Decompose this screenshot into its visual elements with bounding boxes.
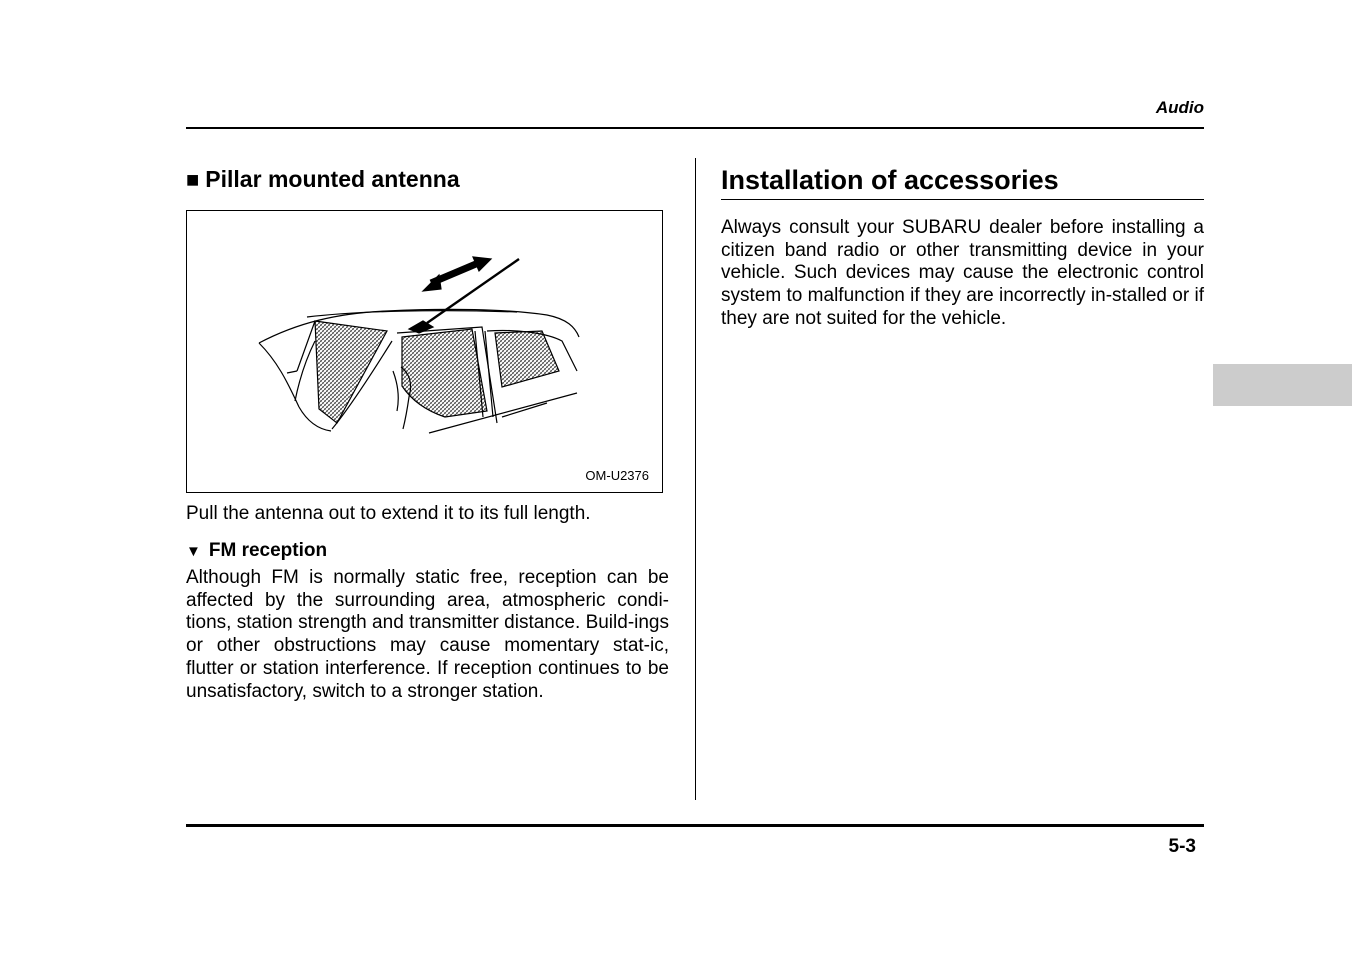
footer-rule [186, 824, 1204, 827]
figure-code: OM-U2376 [585, 468, 649, 483]
heading-square-icon: ■ [186, 166, 200, 192]
triangle-down-icon: ▼ [186, 542, 201, 560]
column-divider [695, 158, 696, 800]
installation-paragraph: Always consult your SUBARU dealer before installing a citizen band radio or other transmitting device in your vehicle. Such devices may cause the electronic control system to malfunction if they are incorrectly in-stalled or if they are not suited for the vehicle. [721, 217, 1204, 329]
header-rule [186, 127, 1204, 129]
section-heading-installation: Installation of accessories [721, 165, 1059, 195]
page-number: 5-3 [1168, 836, 1196, 857]
section-heading-text: Pillar mounted antenna [205, 166, 460, 192]
heading-underline [721, 199, 1204, 200]
car-pillar-antenna-illustration [187, 211, 664, 494]
fm-reception-paragraph: Although FM is normally static free, reception can be affected by the surrounding area, atmospheric condi-tions, station strength and transmitter distance. Build-ings or other obstructions may cause momentary stat-ic, flutter or station interference. If reception continues to be unsatisfactory, switch to a stronger station. [186, 567, 669, 702]
subheading-fm-reception [186, 540, 327, 562]
section-heading-pillar-antenna [186, 166, 460, 193]
chapter-side-tab [1213, 364, 1352, 406]
section-label: Audio [1155, 98, 1204, 117]
subheading-text: FM reception [208, 540, 328, 561]
figure-caption: Pull the antenna out to extend it to its full length. [186, 503, 591, 524]
antenna-figure [186, 210, 663, 493]
